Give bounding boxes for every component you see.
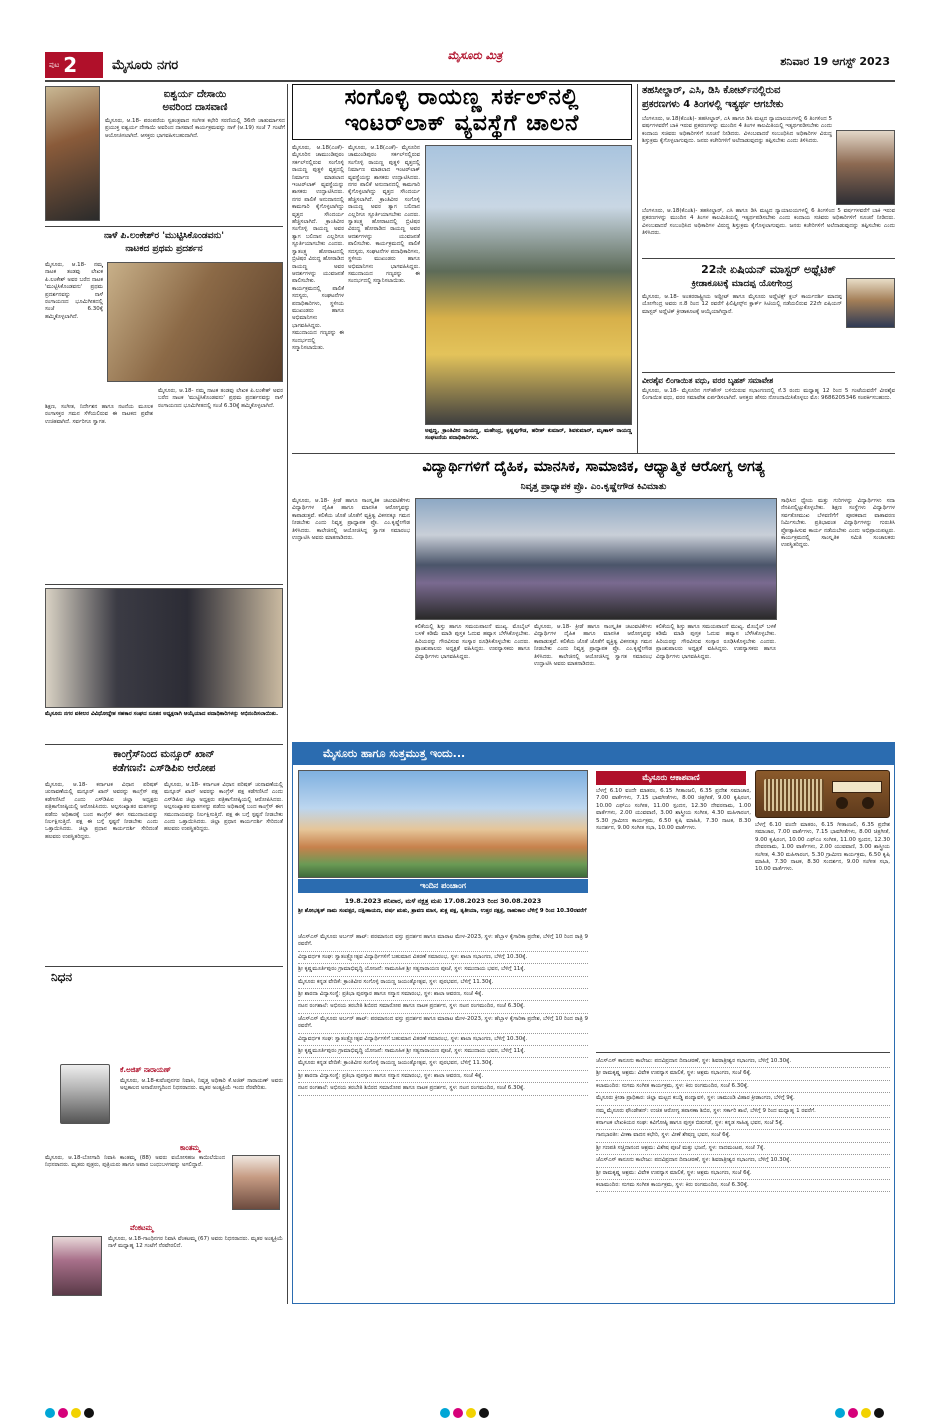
- today-event-item: ಶ್ರೀ ಕೃಷ್ಣಮೂರ್ತಿಪುರಂ ಗ್ರಾಮಾಭಿವೃದ್ಧಿ ಯೋಜನೆ: ಸಾಮೂಹಿಕ ಶ್ರೀ ಸತ್ಯನಾರಾಯಣ ಪೂಜೆ, ಸ್ಥಳ: ಸಮುದಾಯ ಭವನ, ಬೆಳಿಗ್ಗೆ 11ಕ್ಕೆ.: [298, 1046, 588, 1058]
- yellow-mark: [466, 1408, 476, 1418]
- print-color-marks: [835, 1403, 895, 1415]
- health-body-left: ಮೈಸೂರು, ಆ.18- ಕ್ರೀಡೆ ಹಾಗೂ ಸಾಂಸ್ಕೃತಿಕ ಚಟುವಟಿಕೆಗಳು ವಿದ್ಯಾರ್ಥಿಗಳ ದೈಹಿಕ ಹಾಗೂ ಮಾನಸಿಕ ಆರೋಗ್ಯವನ್ನು ಕಾಪಾಡುತ್ತವೆ. ಕಲಿಕೆಯ ಜೊತೆ ಜೊತೆಗೆ ವ್ಯಕ್ತಿತ್ವ ವಿಕಸನಕ್ಕೂ ಗಮನ ನೀಡಬೇಕು ಎಂದು ನಿವೃತ್ತ ಪ್ರಾಧ್ಯಾಪಕ ಪ್ರೊ. ಎಂ.ಕೃಷ್ಣೇಗೌಡ ತಿಳಿಸಿದರು. ಕಾಲೇಜಿನಲ್ಲಿ ಆಯೋಜಿಸಿದ್ದ ಸ್ವಾಗತ ಸಮಾರಂಭ ಉದ್ಘಾಟಿಸಿ ಅವರು ಮಾತನಾಡಿದರು.: [292, 498, 410, 542]
- matrimony-title: ವೀರಶೈವ ಲಿಂಗಾಯಿತ ವಧು, ವರರ ಬೃಹತ್ ಸಮಾವೇಶ: [642, 376, 774, 385]
- lead-title-line2: ಇಂಟರ್‌ಲಾಕ್ ವ್ಯವಸ್ಥೆಗೆ ಚಾಲನೆ: [344, 111, 580, 136]
- rayanna-statue-photo: [425, 145, 632, 425]
- lower-listings: [596, 1056, 890, 1300]
- lead-title-line1: ಸಂಗೊಳ್ಳಿ ರಾಯಣ್ಣ ಸರ್ಕಲ್‌ನಲ್ಲಿ: [344, 85, 580, 110]
- athlete-photo: [846, 278, 895, 328]
- listing-item: ಜೆಎಸ್‌ಎಸ್ ಕಾನೂನು ಕಾಲೇಜು: ಪದವಿಪ್ರದಾನ ದಿನಾಚರಣೆ, ಸ್ಥಳ: ಶಿವರಾತ್ರೀಶ್ವರ ಸಭಾಂಗಣ, ಬೆಳಿಗ್ಗೆ 10.30ಕ್ಕೆ.: [596, 1155, 890, 1167]
- court-cases-body-2: ಬೆಂಗಳೂರು, ಆ.18(ಕೆಎಂಶಿ)- ತಹಸೀಲ್ದಾರ್, ಎಸಿ ಹಾಗೂ ಡಿಸಿ ಮಟ್ಟದ ನ್ಯಾಯಾಲಯಗಳಲ್ಲಿ 6 ತಿಂಗಳಿಂದ 5 ವರ್ಷಗಳವರೆಗೆ ಬಾಕಿ ಇರುವ ಪ್ರಕರಣಗಳನ್ನು ಮುಂದಿನ 4 ತಿಂಗಳ ಕಾಲಮಿತಿಯಲ್ಲಿ ಇತ್ಯರ್ಥಪಡಿಸಬೇಕು ಎಂದು ಕಂದಾಯ ಸಚಿವರು ಅಧಿಕಾರಿಗಳಿಗೆ ಸೂಚನೆ ನೀಡಿದರು. ವಿಳಂಬವಾದರೆ ಸಂಬಂಧಿಸಿದ ಅಧಿಕಾರಿಗಳ ವಿರುದ್ಧ ಶಿಸ್ತುಕ್ರಮ ಕೈಗೊಳ್ಳಲಾಗುವುದು. ಜನರು ಕಚೇರಿಗಳಿಗೆ ಅಲೆದಾಡುವುದನ್ನು ತಪ್ಪಿಸಬೇಕು ಎಂದು ತಿಳಿಸಿದರು.: [642, 208, 895, 237]
- minister-photo: [836, 130, 895, 205]
- radio-heading: ಮೈಸೂರು ಆಕಾಶವಾಣಿ: [596, 771, 746, 785]
- story2-body: ಶಿಕ್ಷಣ, ಸಂಗೀತ, ನಿರ್ದೇಶನ ಹಾಗೂ ನಟನೆಯ ಮೂಲಕ ರಂಗಾಸಕ್ತರ ಗಮನ ಸೆಳೆಯಲಿರುವ ಈ ನಾಟಕದ ಪ್ರವೇಶ ಉಚಿತವಾಗಿದೆ. ಸರ್ವರಿಗೂ ಸ್ವಾಗತ.: [45, 404, 153, 425]
- today-event-item: ಶ್ರೀ ಶಾರದಾ ವಿದ್ಯಾಸಂಸ್ಥೆ: ಪ್ರತಿಭಾ ಪುರಸ್ಕಾರ ಹಾಗೂ ಸನ್ಮಾನ ಸಮಾರಂಭ, ಸ್ಥಳ: ಶಾಲಾ ಆವರಣ, ಸಂಜೆ 4ಕ್ಕೆ.: [298, 989, 588, 1001]
- today-event-item: ಶ್ರೀ ಕೃಷ್ಣಮೂರ್ತಿಪುರಂ ಗ್ರಾಮಾಭಿವೃದ್ಧಿ ಯೋಜನೆ: ಸಾಮೂಹಿಕ ಶ್ರೀ ಸತ್ಯನಾರಾಯಣ ಪೂಜೆ, ಸ್ಥಳ: ಸಮುದಾಯ ಭವನ, ಬೆಳಿಗ್ಗೆ 11ಕ್ಕೆ.: [298, 964, 588, 976]
- story1-title-line2: ಅವರಿಂದ ದಾಸವಾಣಿ: [162, 102, 228, 113]
- health-body-mid-1: ಕಲಿಕೆಯಲ್ಲಿ ಶಿಸ್ತು ಹಾಗೂ ಸಮಯಪಾಲನೆ ಮುಖ್ಯ. ಮೊಬೈಲ್ ಬಳಕೆ ಕಡಿಮೆ ಮಾಡಿ ಪುಸ್ತಕ ಓದುವ ಹವ್ಯಾಸ ಬೆಳೆಸಿಕೊಳ್ಳಬೇಕು. ಹಿರಿಯರನ್ನು ಗೌರವಿಸುವ ಸಂಸ್ಕಾರ ರೂಢಿಸಿಕೊಳ್ಳಬೇಕು ಎಂದರು. ಪ್ರಾಂಶುಪಾಲರು ಅಧ್ಯಕ್ಷತೆ ವಹಿಸಿದ್ದರು. ಉಪನ್ಯಾಸಕರು ಹಾಗೂ ವಿದ್ಯಾರ್ಥಿಗಳು ಭಾಗವಹಿಸಿದ್ದರು.: [415, 624, 530, 660]
- sports-subtitle: ಕ್ರೀಡಾಕೂಟಕ್ಕೆ ಮಾದಪ್ಪ ಯೋಗೇಂದ್ರ: [691, 279, 793, 289]
- story2-title: [45, 230, 283, 256]
- story1-body: ಮೈಸೂರು, ಆ.18- ಪರಂಪರೆಯ ಸ್ವತಂತ್ರವಾದ ಸಂಗೀತ ಕಛೇರಿ ಸರಣಿಯಲ್ಲಿ 36ನೇ ಚಾತುರ್ಮಾಸದ ಪ್ರಯುಕ್ತ ಐಶ್ವರ್ಯ ದೇಸಾಯಿ ಅವರಿಂದ ದಾಸವಾಣಿ ಕಾರ್ಯಕ್ರಮವನ್ನು ನಾಳೆ (ಆ.19) ಸಂಜೆ 7 ಗಂಟೆಗೆ ಆಯೋಜಿಸಲಾಗಿದೆ. ಆಸಕ್ತರು ಭಾಗವಹಿಸಬಹುದಾಗಿದೆ.: [105, 118, 285, 139]
- masthead-rule: [45, 80, 895, 82]
- today-event-item: ನಟನ ರಂಗಶಾಲೆ: ಅಭಿನಯ ತರಬೇತಿ ಶಿಬಿರದ ಸಮಾರೋಪ ಹಾಗೂ ನಾಟಕ ಪ್ರದರ್ಶನ, ಸ್ಥಳ: ನಟನ ರಂಗಮಂದಿರ, ಸಂಜೆ 6.30ಕ್ಕೆ.: [298, 1001, 588, 1013]
- story2-title-line1: ನಾಳೆ ಪಿ.ಲಂಕೇಶ್‌ರ 'ಮುಟ್ಟಿಸಿಕೊಂಡವನು': [103, 231, 225, 241]
- court-cases-title: [642, 84, 895, 112]
- lead-body-col1: ಮೈಸೂರು, ಆ.18(ಎಂಕೆ)- ಮೈಸೂರಿನ ಚಾಮುಂಡಿಪುರಂ ಸರ್ಕಲ್‌ನಲ್ಲಿರುವ ಸಂಗೊಳ್ಳಿ ರಾಯಣ್ಣ ಪುತ್ಥಳಿ ವೃತ್ತದಲ್ಲಿ ನಿರ್ಮಾಣ ಮಾಡಲಾದ ಇಂಟರ್‌ಲಾಕ್ ವ್ಯವಸ್ಥೆಯನ್ನು ಶಾಸಕರು ಉದ್ಘಾಟಿಸಿದರು. ನಗರ ಪಾಲಿಕೆ ಅನುದಾನದಲ್ಲಿ ಕಾಮಗಾರಿ ಕೈಗೊಳ್ಳಲಾಗಿದ್ದು ವೃತ್ತದ ಸೌಂದರ್ಯ ಹೆಚ್ಚಿಸಲಾಗಿದೆ. ಕ್ರಾಂತಿವೀರ ಸಂಗೊಳ್ಳಿ ರಾಯಣ್ಣ ಅವರ ತ್ಯಾಗ ಬಲಿದಾನ ಎಲ್ಲರಿಗೂ ಸ್ಫೂರ್ತಿಯಾಗಬೇಕು ಎಂದರು. ಸ್ವಾತಂತ್ರ್ಯ ಹೋರಾಟದಲ್ಲಿ ಬ್ರಿಟಿಷರ ವಿರುದ್ಧ ಹೋರಾಡಿದ ರಾಯಣ್ಣ ಅವರ ಆದರ್ಶಗಳನ್ನು ಯುವಜನತೆ ಪಾಲಿಸಬೇಕು. ಕಾರ್ಯಕ್ರಮದಲ್ಲಿ ಪಾಲಿಕೆ ಸದಸ್ಯರು, ಸಂಘಟನೆಗಳ ಪದಾಧಿಕಾರಿಗಳು, ಸ್ಥಳೀಯ ಮುಖಂಡರು ಹಾಗೂ ಅಭಿಮಾನಿಗಳು ಭಾಗವಹಿಸಿದ್ದರು. ಸಮುದಾಯದ ಗಣ್ಯರನ್ನು ಈ ಸಂದರ್ಭದಲ್ಲಿ ಸನ್ಮಾನಿಸಲಾಯಿತು.: [292, 145, 344, 351]
- yellow-mark: [861, 1408, 871, 1418]
- panchanga-date: 19.8.2023 ಶನಿವಾರ, ಮಳೆ ನಕ್ಷತ್ರ ಮಖ 17.08.2023 ರಿಂದ 30.08.2023: [344, 897, 542, 905]
- print-color-marks: [440, 1403, 500, 1415]
- obituary-heading: ನಿಧನ: [51, 970, 73, 984]
- singer-photo: [45, 86, 100, 221]
- sports-body: ಮೈಸೂರು, ಆ.18- ಅಂತರರಾಷ್ಟ್ರೀಯ ಅಥ್ಲೀಟ್ ಹಾಗೂ ಮೈಸೂರು ಅಥ್ಲೆಟಿಕ್ಸ್ ಕ್ಲಬ್ ಕಾರ್ಯದರ್ಶಿ ಮಾದಪ್ಪ ಯೋಗೇಂದ್ರ ಅವರು ನ.8 ರಿಂದ 12 ರವರೆಗೆ ಫಿಲಿಪ್ಪೀನ್ಸ್‌ನ ಕ್ಲಾರ್ಕ್ ಸಿಟಿಯಲ್ಲಿ ನಡೆಯಲಿರುವ 22ನೇ ಏಷಿಯನ್ ಮಾಸ್ಟರ್ ಅಥ್ಲೆಟಿಕ್ ಕ್ರೀಡಾಕೂಟಕ್ಕೆ ಆಯ್ಕೆಯಾಗಿದ್ದಾರೆ.: [642, 294, 842, 315]
- radio-body-2: ಬೆಳಗ್ಗೆ 6.10 ವಂದೇ ಮಾತರಂ, 6.15 ಗೀತಾಂಜಲಿ, 6.35 ಪ್ರದೇಶ ಸಮಾಚಾರ, 7.00 ವಾರ್ತೆಗಳು, 7.15 ಭಾವಗೀತೆಗಳು, 8.00 ಚಿತ್ರಗೀತೆ, 9.00 ಕೃಷಿರಂಗ, 10.00 ಎಫ್‌ಎಂ ಸಂಗೀತ, 11.00 ಸ್ಪಂದನ, 12.30 ದೇವರನಾಮ, 1.00 ವಾರ್ತೆಗಳು, 2.00 ಯುವವಾಣಿ, 3.00 ಶಾಸ್ತ್ರೀಯ ಸಂಗೀತ, 4.30 ಮಹಿಳಾರಂಗ, 5.30 ಗ್ರಾಮೀಣ ಕಾರ್ಯಕ್ರಮ, 6.50 ಕೃಷಿ ಮಾಹಿತಿ, 7.30 ನಾಟಕ, 8.30 ಸಂದರ್ಶನ, 9.00 ಸಂಗೀತ ಸಭಾ, 10.00 ವಾರ್ತೆಗಳು.: [755, 822, 890, 873]
- panchanga-label: ಇಂದಿನ ಪಂಚಾಂಗ: [298, 879, 588, 893]
- listing-item: ಕಲಾಮಂದಿರ: ಸುಗಮ ಸಂಗೀತ ಕಾರ್ಯಕ್ರಮ, ಸ್ಥಳ: ಕಿರು ರಂಗಮಂದಿರ, ಸಂಜೆ 6.30ಕ್ಕೆ.: [596, 1180, 890, 1192]
- photo-caption: ಮೈಸೂರು ನಗರ ವಕೀಲರ ವಿವಿಧೋದ್ದೇಶ ಸಹಕಾರ ಸಂಘದ ನೂತನ ಅಧ್ಯಕ್ಷರಾಗಿ ಆಯ್ಕೆಯಾದ ಪದಾಧಿಕಾರಿಗಳನ್ನು ಅಭಿನಂದಿಸಲಾಯಿತು.: [45, 711, 279, 717]
- radio-icon: [755, 770, 890, 818]
- magenta-mark: [848, 1408, 858, 1418]
- radio-knob: [862, 797, 874, 809]
- health-title: ವಿದ್ಯಾರ್ಥಿಗಳಿಗೆ ದೈಹಿಕ, ಮಾನಸಿಕ, ಸಾಮಾಜಿಕ, ಆಧ್ಯಾತ್ಮಿಕ ಆರೋಗ್ಯ ಅಗತ್ಯ: [422, 459, 765, 475]
- listing-item: ಮೈಸೂರು ಕ್ರೀಡಾ ಪ್ರಾಧಿಕಾರ: ಜಿಲ್ಲಾ ಮಟ್ಟದ ಕಬಡ್ಡಿ ಪಂದ್ಯಾವಳಿ, ಸ್ಥಳ: ಚಾಮುಂಡಿ ವಿಹಾರ ಕ್ರೀಡಾಂಗಣ, ಬೆಳಿಗ್ಗೆ 9ಕ್ಕೆ.: [596, 1093, 890, 1105]
- page-number: 2: [63, 53, 78, 77]
- health-subtitle: ನಿವೃತ್ತ ಪ್ರಾಧ್ಯಾಪಕ ಪ್ರೊ. ಎಂ.ಕೃಷ್ಣೇಗೌಡ ಕಿವಿಮಾತು: [520, 482, 667, 492]
- sports-title: 22ನೇ ಏಷಿಯನ್ ಮಾಸ್ಟರ್ ಅಥ್ಲೆಟಿಕ್: [701, 263, 836, 276]
- listing-item: ಕಲಾಮಂದಿರ: ಸುಗಮ ಸಂಗೀತ ಕಾರ್ಯಕ್ರಮ, ಸ್ಥಳ: ಕಿರು ರಂಗಮಂದಿರ, ಸಂಜೆ 6.30ಕ್ಕೆ.: [596, 1081, 890, 1093]
- story3-title-line2: ಕಡೆಗಣನೆ: ಎಸ್‌ಡಿಪಿಐ ಆರೋಪ: [112, 763, 216, 774]
- matrimony-body: ಮೈಸೂರು, ಆ.18- ಮೈಸೂರಿನ ಗನ್‌ಹೌಸ್ ಬಳಿಯಿರುವ ಸಭಾಂಗಣದಲ್ಲಿ ಸೆ.3 ರಂದು ಮಧ್ಯಾಹ್ನ 12 ರಿಂದ 5 ಗಂಟೆಯವರೆಗೆ ವೀರಶೈವ ಲಿಂಗಾಯಿತ ವಧು, ವರರ ಸಮಾವೇಶ ಏರ್ಪಡಿಸಲಾಗಿದೆ. ಆಸಕ್ತರು ಹೆಸರು ನೋಂದಾಯಿಸಿಕೊಳ್ಳಲು ಮೊ: 9686205346 ಸಂಪರ್ಕಿಸಬಹುದು.: [642, 388, 895, 402]
- page-label: ಪುಟ: [49, 60, 60, 69]
- listing-item: ಗಾನಭಾರತೀ: ವೀಣಾ ವಾದನ ಕಛೇರಿ, ಸ್ಥಳ: ವೀಣೆ ಶೇಷಣ್ಣ ಭವನ, ಸಂಜೆ 6ಕ್ಕೆ.: [596, 1130, 890, 1142]
- story2-title-line2: ನಾಟಕದ ಪ್ರಥಮ ಪ್ರದರ್ಶನ: [125, 244, 203, 254]
- play-photo: [107, 262, 283, 382]
- obituary-name-3: ವೆಂಕಟಮ್ಮ: [130, 1224, 154, 1232]
- mysore-palace-photo: [298, 770, 588, 878]
- listing-item: ಕರ್ನಾಟಕ ಲೇಖಕಿಯರ ಸಂಘ: ಕವಿಗೋಷ್ಠಿ ಹಾಗೂ ಪುಸ್ತಕ ಬಿಡುಗಡೆ, ಸ್ಥಳ: ಕನ್ನಡ ಸಾಹಿತ್ಯ ಭವನ, ಸಂಜೆ 5ಕ್ಕೆ.: [596, 1118, 890, 1130]
- radio-knob: [836, 797, 848, 809]
- today-event-item: ಮೈಸೂರು ಕನ್ನಡ ವೇದಿಕೆ: ಕ್ರಾಂತಿವೀರ ಸಂಗೊಳ್ಳಿ ರಾಯಣ್ಣ ಜಯಂತ್ಯೋತ್ಸವ, ಸ್ಥಳ: ಪುರಭವನ, ಬೆಳಿಗ್ಗೆ 11.30ಕ್ಕೆ.: [298, 1058, 588, 1070]
- cyan-mark: [835, 1408, 845, 1418]
- black-mark: [84, 1408, 94, 1418]
- today-event-item: ಮೈಸೂರು ಕನ್ನಡ ವೇದಿಕೆ: ಕ್ರಾಂತಿವೀರ ಸಂಗೊಳ್ಳಿ ರಾಯಣ್ಣ ಜಯಂತ್ಯೋತ್ಸವ, ಸ್ಥಳ: ಪುರಭವನ, ಬೆಳಿಗ್ಗೆ 11.30ಕ್ಕೆ.: [298, 977, 588, 989]
- listing-item: ನಮ್ಮ ಮೈಸೂರು ಫೌಂಡೇಶನ್: ಉಚಿತ ಆರೋಗ್ಯ ತಪಾಸಣಾ ಶಿಬಿರ, ಸ್ಥಳ: ಸರ್ಕಾರಿ ಶಾಲೆ, ಬೆಳಿಗ್ಗೆ 9 ರಿಂದ ಮಧ್ಯಾಹ್ನ 1 ರವರೆಗೆ.: [596, 1106, 890, 1118]
- listing-item: ಶ್ರೀ ರಾಮಕೃಷ್ಣ ಆಶ್ರಮ: ವಿವೇಕ ಉಪನ್ಯಾಸ ಮಾಲಿಕೆ, ಸ್ಥಳ: ಆಶ್ರಮ ಸಭಾಂಗಣ, ಸಂಜೆ 6ಕ್ಕೆ.: [596, 1068, 890, 1080]
- today-event-item: ಜೆಎಸ್‌ಎಸ್ ಮೈಸೂರು ಅರ್ಬನ್ ಹಾಟ್: ಪರಮಾನಂದ ವಸ್ತು ಪ್ರದರ್ಶನ ಹಾಗೂ ಮಾರಾಟ ಮೇಳ-2023, ಸ್ಥಳ: ಹೆಬ್ಬಾಳ ಕೈಗಾರಿಕಾ ಪ್ರದೇಶ, ಬೆಳಿಗ್ಗೆ 10 ರಿಂದ ರಾತ್ರಿ 9 ರವರೆಗೆ.: [298, 1014, 588, 1034]
- radio-speaker: [764, 779, 824, 811]
- today-event-item: ವಿದ್ಯಾವರ್ಧಕ ಸಂಘ: ಸ್ವಾತಂತ್ರ್ಯೋತ್ಸವ ವಿದ್ಯಾರ್ಥಿಗಳಿಗೆ ಬಹುಮಾನ ವಿತರಣೆ ಸಮಾರಂಭ, ಸ್ಥಳ: ಶಾಲಾ ಸಭಾಂಗಣ, ಬೆಳಿಗ್ಗೆ 10.30ಕ್ಕೆ.: [298, 952, 588, 964]
- today-banner-text: ಮೈಸೂರು ಹಾಗೂ ಸುತ್ತಮುತ್ತ ಇಂದು...: [323, 747, 466, 760]
- panchanga-text: ಶ್ರೀ ಶೋಭಕೃತ್ ನಾಮ ಸಂವತ್ಸರ, ದಕ್ಷಿಣಾಯಣ, ವರ್ಷ ಋತು, ಶ್ರಾವಣ ಮಾಸ, ಶುಕ್ಲ ಪಕ್ಷ, ತೃತೀಯಾ, ಉತ್ತರ ನಕ್ಷತ್ರ, ರಾಹುಕಾಲ ಬೆಳಿಗ್ಗೆ 9 ರಿಂದ 10.30ರವರೆಗೆ: [298, 908, 587, 914]
- story3-body-col1: ಮೈಸೂರು, ಆ.18- ಕರ್ನಾಟಕ ವಿಧಾನ ಪರಿಷತ್ ಚುನಾವಣೆಯಲ್ಲಿ ಮನ್ಸೂರ್ ಖಾನ್ ಅವರನ್ನು ಕಾಂಗ್ರೆಸ್ ಪಕ್ಷ ಕಡೆಗಣಿಸಿದೆ ಎಂದು ಎಸ್‌ಡಿಪಿಐ ಜಿಲ್ಲಾ ಅಧ್ಯಕ್ಷರು ಪತ್ರಿಕಾಗೋಷ್ಠಿಯಲ್ಲಿ ಆರೋಪಿಸಿದರು. ಅಲ್ಪಸಂಖ್ಯಾತರ ಮತಗಳನ್ನು ಪಡೆದು ಅಧಿಕಾರಕ್ಕೆ ಬಂದ ಕಾಂಗ್ರೆಸ್ ಈಗ ಸಮುದಾಯವನ್ನು ನಿರ್ಲಕ್ಷಿಸುತ್ತಿದೆ. ಪಕ್ಷ ಈ ಬಗ್ಗೆ ಸ್ಪಷ್ಟನೆ ನೀಡಬೇಕು ಎಂದು ಒತ್ತಾಯಿಸಿದರು. ಜಿಲ್ಲಾ ಪ್ರಧಾನ ಕಾರ್ಯದರ್ಶಿ ಸೇರಿದಂತೆ ಹಲವರು ಉಪಸ್ಥಿತರಿದ್ದರು.: [45, 782, 158, 840]
- obituary-name-1: ಕೆ.ಅಜಿತ್ ನಾರಾಯಣ್: [120, 1066, 171, 1074]
- obituary-body-2: ಮೈಸೂರು, ಆ.18-ಬೋಗಾದಿ ನಿವಾಸಿ ಕಾಂತಮ್ಮ (88) ಅವರು ವಯೋಸಹಜ ಕಾಯಿಲೆಯಿಂದ ನಿಧನರಾದರು. ಮೃತರು ಪುತ್ರರು, ಪುತ್ರಿಯರು ಹಾಗೂ ಅಪಾರ ಬಂಧುಬಳಗವನ್ನು ಅಗಲಿದ್ದಾರೆ.: [45, 1155, 225, 1169]
- black-mark: [479, 1408, 489, 1418]
- story2-intro: ಮೈಸೂರು, ಆ.18- ನಮ್ಮ ನಾಟಕ ತಂಡವು ಲೇಖಕ ಪಿ.ಲಂಕೇಶ್ ಅವರ ಬರೆದ ನಾಟಕ 'ಮುಟ್ಟಿಸಿಕೊಂಡವನು' ಪ್ರಥಮ ಪ್ರದರ್ಶನವನ್ನು ನಾಳೆ ರಂಗಾಯಣದ ಭೂಮಿಗೀತದಲ್ಲಿ ಸಂಜೆ 6.30ಕ್ಕೆ ಹಮ್ಮಿಕೊಳ್ಳಲಾಗಿದೆ.: [45, 262, 103, 320]
- cyan-mark: [440, 1408, 450, 1418]
- story3-title-line1: ಕಾಂಗ್ರೆಸ್‌ನಿಂದ ಮನ್ಸೂರ್ ಖಾನ್: [113, 749, 215, 760]
- magenta-mark: [58, 1408, 68, 1418]
- obituary-photo-1: [60, 1064, 110, 1124]
- listing-item: ಶ್ರೀ ಗಣಪತಿ ಸಚ್ಚಿದಾನಂದ ಆಶ್ರಮ: ವಿಶೇಷ ಪೂಜೆ ಮತ್ತು ಭಜನೆ, ಸ್ಥಳ: ನಾದಮಂಟಪ, ಸಂಜೆ 7ಕ್ಕೆ.: [596, 1143, 890, 1155]
- court-cases-title-line1: ತಹಸೀಲ್ದಾರ್, ಎಸಿ, ಡಿಸಿ ಕೋರ್ಟ್‌ನಲ್ಲಿರುವ: [642, 85, 781, 96]
- health-body-mid-3: ಕಲಿಕೆಯಲ್ಲಿ ಶಿಸ್ತು ಹಾಗೂ ಸಮಯಪಾಲನೆ ಮುಖ್ಯ. ಮೊಬೈಲ್ ಬಳಕೆ ಕಡಿಮೆ ಮಾಡಿ ಪುಸ್ತಕ ಓದುವ ಹವ್ಯಾಸ ಬೆಳೆಸಿಕೊಳ್ಳಬೇಕು. ಹಿರಿಯರನ್ನು ಗೌರವಿಸುವ ಸಂಸ್ಕಾರ ರೂಢಿಸಿಕೊಳ್ಳಬೇಕು ಎಂದರು. ಪ್ರಾಂಶುಪಾಲರು ಅಧ್ಯಕ್ಷತೆ ವಹಿಸಿದ್ದರು. ಉಪನ್ಯಾಸಕರು ಹಾಗೂ ವಿದ್ಯಾರ್ಥಿಗಳು ಭಾಗವಹಿಸಿದ್ದರು.: [656, 624, 776, 660]
- listing-item: ಶ್ರೀ ರಾಮಕೃಷ್ಣ ಆಶ್ರಮ: ವಿವೇಕ ಉಪನ್ಯಾಸ ಮಾಲಿಕೆ, ಸ್ಥಳ: ಆಶ್ರಮ ಸಭಾಂಗಣ, ಸಂಜೆ 6ಕ್ಕೆ.: [596, 1168, 890, 1180]
- today-event-item: ವಿದ್ಯಾವರ್ಧಕ ಸಂಘ: ಸ್ವಾತಂತ್ರ್ಯೋತ್ಸವ ವಿದ್ಯಾರ್ಥಿಗಳಿಗೆ ಬಹುಮಾನ ವಿತರಣೆ ಸಮಾರಂಭ, ಸ್ಥಳ: ಶಾಲಾ ಸಭಾಂಗಣ, ಬೆಳಿಗ್ಗೆ 10.30ಕ್ಕೆ.: [298, 1034, 588, 1046]
- today-banner: [293, 743, 894, 765]
- today-events-list: [298, 932, 588, 1300]
- story3-title: [45, 748, 283, 776]
- story1-title: [105, 88, 285, 114]
- court-cases-body: ಬೆಂಗಳೂರು, ಆ.18(ಕೆಎಂಶಿ)- ತಹಸೀಲ್ದಾರ್, ಎಸಿ ಹಾಗೂ ಡಿಸಿ ಮಟ್ಟದ ನ್ಯಾಯಾಲಯಗಳಲ್ಲಿ 6 ತಿಂಗಳಿಂದ 5 ವರ್ಷಗಳವರೆಗೆ ಬಾಕಿ ಇರುವ ಪ್ರಕರಣಗಳನ್ನು ಮುಂದಿನ 4 ತಿಂಗಳ ಕಾಲಮಿತಿಯಲ್ಲಿ ಇತ್ಯರ್ಥಪಡಿಸಬೇಕು ಎಂದು ಕಂದಾಯ ಸಚಿವರು ಅಧಿಕಾರಿಗಳಿಗೆ ಸೂಚನೆ ನೀಡಿದರು. ವಿಳಂಬವಾದರೆ ಸಂಬಂಧಿಸಿದ ಅಧಿಕಾರಿಗಳ ವಿರುದ್ಧ ಶಿಸ್ತುಕ್ರಮ ಕೈಗೊಳ್ಳಲಾಗುವುದು. ಜನರು ಕಚೇರಿಗಳಿಗೆ ಅಲೆದಾಡುವುದನ್ನು ತಪ್ಪಿಸಬೇಕು ಎಂದು ತಿಳಿಸಿದರು.: [642, 116, 832, 145]
- obituary-name-2: ಕಾಂತಮ್ಮ: [180, 1144, 201, 1152]
- obituary-body-1: ಮೈಸೂರು, ಆ.18-ಕುವೆಂಪುನಗರ ನಿವಾಸಿ, ನಿವೃತ್ತ ಅಧಿಕಾರಿ ಕೆ.ಅಜಿತ್ ನಾರಾಯಣ್ ಅವರು ಅಲ್ಪಕಾಲದ ಅನಾರೋಗ್ಯದಿಂದ ನಿಧನರಾದರು. ಮೃತರ ಅಂತ್ಯಕ್ರಿಯೆ ಇಂದು ನೆರವೇರಿತು.: [120, 1078, 283, 1092]
- today-event-item: ನಟನ ರಂಗಶಾಲೆ: ಅಭಿನಯ ತರಬೇತಿ ಶಿಬಿರದ ಸಮಾರೋಪ ಹಾಗೂ ನಾಟಕ ಪ್ರದರ್ಶನ, ಸ್ಥಳ: ನಟನ ರಂಗಮಂದಿರ, ಸಂಜೆ 6.30ಕ್ಕೆ.: [298, 1083, 588, 1095]
- issue-date: ಶನಿವಾರ 19 ಆಗಸ್ಟ್ 2023: [780, 55, 890, 68]
- page-number-badge: [45, 52, 103, 78]
- radio-body-1: ಬೆಳಗ್ಗೆ 6.10 ವಂದೇ ಮಾತರಂ, 6.15 ಗೀತಾಂಜಲಿ, 6.35 ಪ್ರದೇಶ ಸಮಾಚಾರ, 7.00 ವಾರ್ತೆಗಳು, 7.15 ಭಾವಗೀತೆಗಳು, 8.00 ಚಿತ್ರಗೀತೆ, 9.00 ಕೃಷಿರಂಗ, 10.00 ಎಫ್‌ಎಂ ಸಂಗೀತ, 11.00 ಸ್ಪಂದನ, 12.30 ದೇವರನಾಮ, 1.00 ವಾರ್ತೆಗಳು, 2.00 ಯುವವಾಣಿ, 3.00 ಶಾಸ್ತ್ರೀಯ ಸಂಗೀತ, 4.30 ಮಹಿಳಾರಂಗ, 5.30 ಗ್ರಾಮೀಣ ಕಾರ್ಯಕ್ರಮ, 6.50 ಕೃಷಿ ಮಾಹಿತಿ, 7.30 ನಾಟಕ, 8.30 ಸಂದರ್ಶನ, 9.00 ಸಂಗೀತ ಸಭಾ, 10.00 ವಾರ್ತೆಗಳು.: [596, 788, 751, 832]
- obituary-photo-3: [52, 1236, 102, 1296]
- health-body-mid-2: ಮೈಸೂರು, ಆ.18- ಕ್ರೀಡೆ ಹಾಗೂ ಸಾಂಸ್ಕೃತಿಕ ಚಟುವಟಿಕೆಗಳು ವಿದ್ಯಾರ್ಥಿಗಳ ದೈಹಿಕ ಹಾಗೂ ಮಾನಸಿಕ ಆರೋಗ್ಯವನ್ನು ಕಾಪಾಡುತ್ತವೆ. ಕಲಿಕೆಯ ಜೊತೆ ಜೊತೆಗೆ ವ್ಯಕ್ತಿತ್ವ ವಿಕಸನಕ್ಕೂ ಗಮನ ನೀಡಬೇಕು ಎಂದು ನಿವೃತ್ತ ಪ್ರಾಧ್ಯಾಪಕ ಪ್ರೊ. ಎಂ.ಕೃಷ್ಣೇಗೌಡ ತಿಳಿಸಿದರು. ಕಾಲೇಜಿನಲ್ಲಿ ಆಯೋಜಿಸಿದ್ದ ಸ್ವಾಗತ ಸಮಾರಂಭ ಉದ್ಘಾಟಿಸಿ ಅವರು ಮಾತನಾಡಿದರು.: [534, 624, 652, 668]
- listing-item: ಜೆಎಸ್‌ಎಸ್ ಕಾನೂನು ಕಾಲೇಜು: ಪದವಿಪ್ರದಾನ ದಿನಾಚರಣೆ, ಸ್ಥಳ: ಶಿವರಾತ್ರೀಶ್ವರ ಸಭಾಂಗಣ, ಬೆಳಿಗ್ಗೆ 10.30ಕ್ಕೆ.: [596, 1056, 890, 1068]
- today-event-item: ಜೆಎಸ್‌ಎಸ್ ಮೈಸೂರು ಅರ್ಬನ್ ಹಾಟ್: ಪರಮಾನಂದ ವಸ್ತು ಪ್ರದರ್ಶನ ಹಾಗೂ ಮಾರಾಟ ಮೇಳ-2023, ಸ್ಥಳ: ಹೆಬ್ಬಾಳ ಕೈಗಾರಿಕಾ ಪ್ರದೇಶ, ಬೆಳಿಗ್ಗೆ 10 ರಿಂದ ರಾತ್ರಿ 9 ರವರೆಗೆ.: [298, 932, 588, 952]
- story2-body-col2: ಮೈಸೂರು, ಆ.18- ನಮ್ಮ ನಾಟಕ ತಂಡವು ಲೇಖಕ ಪಿ.ಲಂಕೇಶ್ ಅವರ ಬರೆದ ನಾಟಕ 'ಮುಟ್ಟಿಸಿಕೊಂಡವನು' ಪ್ರಥಮ ಪ್ರದರ್ಶನವನ್ನು ನಾಳೆ ರಂಗಾಯಣದ ಭೂಮಿಗೀತದಲ್ಲಿ ಸಂಜೆ 6.30ಕ್ಕೆ ಹಮ್ಮಿಕೊಳ್ಳಲಾಗಿದೆ.: [158, 388, 283, 409]
- story1-title-line1: ಐಶ್ವರ್ಯ ದೇಸಾಯಿ: [163, 89, 227, 100]
- radio-dial: [832, 781, 882, 793]
- court-cases-title-line2: ಪ್ರಕರಣಗಳು 4 ತಿಂಗಳಲ್ಲಿ ಇತ್ಯರ್ಥ ಆಗಬೇಕು: [642, 99, 784, 110]
- paper-name: ಮೈಸೂರು ಮಿತ್ರ: [447, 49, 503, 62]
- advocates-photo: [45, 588, 283, 708]
- lead-body-col2: ಮೈಸೂರು, ಆ.18(ಎಂಕೆ)- ಮೈಸೂರಿನ ಚಾಮುಂಡಿಪುರಂ ಸರ್ಕಲ್‌ನಲ್ಲಿರುವ ಸಂಗೊಳ್ಳಿ ರಾಯಣ್ಣ ಪುತ್ಥಳಿ ವೃತ್ತದಲ್ಲಿ ನಿರ್ಮಾಣ ಮಾಡಲಾದ ಇಂಟರ್‌ಲಾಕ್ ವ್ಯವಸ್ಥೆಯನ್ನು ಶಾಸಕರು ಉದ್ಘಾಟಿಸಿದರು. ನಗರ ಪಾಲಿಕೆ ಅನುದಾನದಲ್ಲಿ ಕಾಮಗಾರಿ ಕೈಗೊಳ್ಳಲಾಗಿದ್ದು ವೃತ್ತದ ಸೌಂದರ್ಯ ಹೆಚ್ಚಿಸಲಾಗಿದೆ. ಕ್ರಾಂತಿವೀರ ಸಂಗೊಳ್ಳಿ ರಾಯಣ್ಣ ಅವರ ತ್ಯಾಗ ಬಲಿದಾನ ಎಲ್ಲರಿಗೂ ಸ್ಫೂರ್ತಿಯಾಗಬೇಕು ಎಂದರು. ಸ್ವಾತಂತ್ರ್ಯ ಹೋರಾಟದಲ್ಲಿ ಬ್ರಿಟಿಷರ ವಿರುದ್ಧ ಹೋರಾಡಿದ ರಾಯಣ್ಣ ಅವರ ಆದರ್ಶಗಳನ್ನು ಯುವಜನತೆ ಪಾಲಿಸಬೇಕು. ಕಾರ್ಯಕ್ರಮದಲ್ಲಿ ಪಾಲಿಕೆ ಸದಸ್ಯರು, ಸಂಘಟನೆಗಳ ಪದಾಧಿಕಾರಿಗಳು, ಸ್ಥಳೀಯ ಮುಖಂಡರು ಹಾಗೂ ಅಭಿಮಾನಿಗಳು ಭಾಗವಹಿಸಿದ್ದರು. ಸಮುದಾಯದ ಗಣ್ಯರನ್ನು ಈ ಸಂದರ್ಭದಲ್ಲಿ ಸನ್ಮಾನಿಸಲಾಯಿತು.: [348, 145, 420, 285]
- lead-caption: ಅಪ್ಪಣ್ಣ, ಕ್ರಾಂತಿವೀರ ರಾಯಣ್ಣ, ಮಹೇಂದ್ರ, ಕೃಷ್ಣಪ್ಪಗೌಡ, ಹರೀಶ್ ಕುಮಾರ್, ಶಿವಕುಮಾರ್, ಮೃಣಾಳ್ ರಾಯಣ್ಣ ಸಂಘಟನೆಯ ಪದಾಧಿಕಾರಿಗಳು.: [425, 428, 632, 442]
- cyan-mark: [45, 1408, 55, 1418]
- magenta-mark: [453, 1408, 463, 1418]
- section-title: ಮೈಸೂರು ನಗರ: [112, 58, 179, 73]
- today-event-item: ಶ್ರೀ ಶಾರದಾ ವಿದ್ಯಾಸಂಸ್ಥೆ: ಪ್ರತಿಭಾ ಪುರಸ್ಕಾರ ಹಾಗೂ ಸನ್ಮಾನ ಸಮಾರಂಭ, ಸ್ಥಳ: ಶಾಲಾ ಆವರಣ, ಸಂಜೆ 4ಕ್ಕೆ.: [298, 1071, 588, 1083]
- obituary-body-3: ಮೈಸೂರು, ಆ.18-ಗಾಂಧಿನಗರ ನಿವಾಸಿ ವೆಂಕಟಮ್ಮ (67) ಅವರು ನಿಧನರಾದರು. ಮೃತರ ಅಂತ್ಯಕ್ರಿಯೆ ನಾಳೆ ಮಧ್ಯಾಹ್ನ 12 ಗಂಟೆಗೆ ನೆರವೇರಲಿದೆ.: [108, 1236, 283, 1250]
- black-mark: [874, 1408, 884, 1418]
- story3-body-col2: ಮೈಸೂರು, ಆ.18- ಕರ್ನಾಟಕ ವಿಧಾನ ಪರಿಷತ್ ಚುನಾವಣೆಯಲ್ಲಿ ಮನ್ಸೂರ್ ಖಾನ್ ಅವರನ್ನು ಕಾಂಗ್ರೆಸ್ ಪಕ್ಷ ಕಡೆಗಣಿಸಿದೆ ಎಂದು ಎಸ್‌ಡಿಪಿಐ ಜಿಲ್ಲಾ ಅಧ್ಯಕ್ಷರು ಪತ್ರಿಕಾಗೋಷ್ಠಿಯಲ್ಲಿ ಆರೋಪಿಸಿದರು. ಅಲ್ಪಸಂಖ್ಯಾತರ ಮತಗಳನ್ನು ಪಡೆದು ಅಧಿಕಾರಕ್ಕೆ ಬಂದ ಕಾಂಗ್ರೆಸ್ ಈಗ ಸಮುದಾಯವನ್ನು ನಿರ್ಲಕ್ಷಿಸುತ್ತಿದೆ. ಪಕ್ಷ ಈ ಬಗ್ಗೆ ಸ್ಪಷ್ಟನೆ ನೀಡಬೇಕು ಎಂದು ಒತ್ತಾಯಿಸಿದರು. ಜಿಲ್ಲಾ ಪ್ರಧಾನ ಕಾರ್ಯದರ್ಶಿ ಸೇರಿದಂತೆ ಹಲವರು ಉಪಸ್ಥಿತರಿದ್ದರು.: [164, 782, 283, 833]
- students-photo: [415, 498, 777, 620]
- obituary-photo-2: [232, 1155, 280, 1210]
- yellow-mark: [71, 1408, 81, 1418]
- lead-headline-box: [292, 84, 632, 140]
- health-body-right: ಸಾಧಿಸಿದ ಧ್ಯೇಯ ಮತ್ತು ಗುರಿಗಳನ್ನು ವಿದ್ಯಾರ್ಥಿಗಳು ಸದಾ ನೆನಪಿನಲ್ಲಿಟ್ಟುಕೊಳ್ಳಬೇಕು. ಶಿಕ್ಷಣ ಸಂಸ್ಥೆಗಳು ವಿದ್ಯಾರ್ಥಿಗಳ ಸರ್ವತೋಮುಖ ಬೆಳವಣಿಗೆಗೆ ಪೂರಕವಾದ ವಾತಾವರಣ ನಿರ್ಮಿಸಬೇಕು. ಪ್ರತಿಭಾವಂತ ವಿದ್ಯಾರ್ಥಿಗಳನ್ನು ಗುರುತಿಸಿ ಪ್ರೋತ್ಸಾಹಿಸುವ ಕಾರ್ಯ ನಡೆಯಬೇಕು ಎಂದು ಅಭಿಪ್ರಾಯಪಟ್ಟರು. ಕಾರ್ಯಕ್ರಮದಲ್ಲಿ ಸಾಂಸ್ಕೃತಿಕ ಸಮಿತಿ ಸಂಚಾಲಕರು ಉಪಸ್ಥಿತರಿದ್ದರು.: [781, 498, 895, 549]
- print-color-marks: [45, 1403, 105, 1415]
